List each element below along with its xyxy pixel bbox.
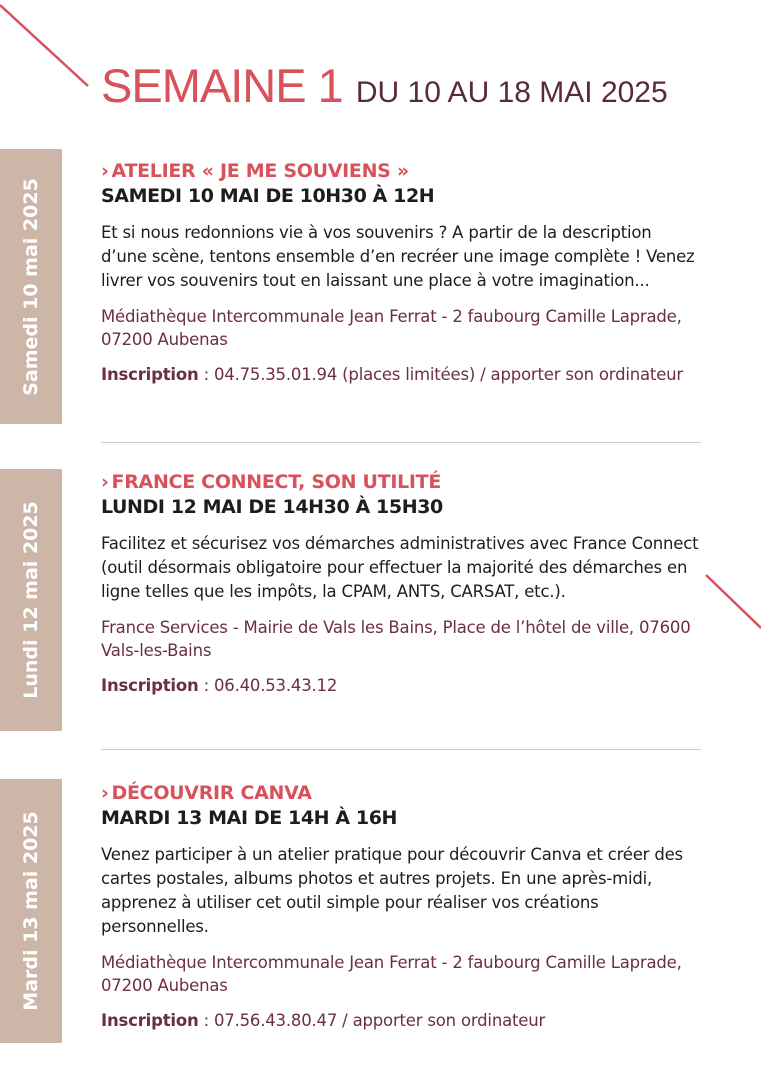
chevron-right-icon: › <box>101 471 109 493</box>
event-datetime: LUNDI 12 MAI DE 14H30 À 15H30 <box>101 496 443 518</box>
event-place: France Services - Mairie de Vals les Bains, Place de l’hôtel de ville, 07600 Vals-les-Bains <box>101 618 691 660</box>
event-title-text: FRANCE CONNECT, SON UTILITÉ <box>111 471 442 493</box>
decorative-line-top <box>0 0 100 95</box>
event-title <box>101 781 701 805</box>
inscription-value: : 07.56.43.80.47 / apporter son ordinateur <box>198 1011 546 1030</box>
chevron-right-icon: › <box>101 160 109 182</box>
event-1 <box>101 159 701 386</box>
event-title <box>101 159 701 183</box>
event-inscription <box>101 363 701 386</box>
event-datetime: MARDI 13 MAI DE 14H À 16H <box>101 807 398 829</box>
week-dates: DU 10 AU 18 MAI 2025 <box>355 76 668 109</box>
date-tab-3 <box>0 779 62 1043</box>
decorative-line-right <box>700 565 761 640</box>
event-2 <box>101 470 701 697</box>
event-title <box>101 470 701 494</box>
page-header <box>101 58 668 113</box>
event-inscription <box>101 674 701 697</box>
inscription-label: Inscription <box>101 1011 199 1030</box>
inscription-value: : 04.75.35.01.94 (places limitées) / apporter son ordinateur <box>198 365 683 384</box>
event-3 <box>101 781 701 1032</box>
event-description: Facilitez et sécurisez vos démarches administratives avec France Connect (outil désormais obligatoire pour effectuer la majorité des démarches en ligne telles que les impôts, la CPAM, ANTS, CARSAT, etc.). <box>101 534 699 601</box>
date-tab-label: Samedi 10 mai 2025 <box>20 177 42 396</box>
inscription-value: : 06.40.53.43.12 <box>198 676 338 695</box>
event-inscription <box>101 1009 701 1032</box>
event-description: Venez participer à un atelier pratique pour découvrir Canva et créer des cartes postales, albums photos et autres projets. En une après-midi, apprenez à utiliser cet outil simple pour réaliser vos créations personnelles. <box>101 845 683 936</box>
event-title-text: ATELIER « JE ME SOUVIENS » <box>111 160 409 182</box>
chevron-right-icon: › <box>101 782 109 804</box>
date-tab-1 <box>0 149 62 424</box>
event-description: Et si nous redonnions vie à vos souvenirs ? A partir de la description d’une scène, tentons ensemble d’en recréer une image complète ! Venez livrer vos souvenirs tout en laissant une place à votre imagination... <box>101 223 695 290</box>
inscription-label: Inscription <box>101 365 199 384</box>
event-place: Médiathèque Intercommunale Jean Ferrat - 2 faubourg Camille Laprade, 07200 Aubenas <box>101 953 682 995</box>
week-title: SEMAINE 1 <box>101 59 343 112</box>
event-datetime: SAMEDI 10 MAI DE 10H30 À 12H <box>101 185 435 207</box>
separator <box>101 442 701 443</box>
date-tab-label: Mardi 13 mai 2025 <box>20 811 42 1011</box>
date-tab-label: Lundi 12 mai 2025 <box>20 501 42 699</box>
event-title-text: DÉCOUVRIR CANVA <box>111 782 312 804</box>
separator <box>101 749 701 750</box>
inscription-label: Inscription <box>101 676 199 695</box>
event-place: Médiathèque Intercommunale Jean Ferrat - 2 faubourg Camille Laprade, 07200 Aubenas <box>101 307 682 349</box>
date-tab-2 <box>0 469 62 731</box>
